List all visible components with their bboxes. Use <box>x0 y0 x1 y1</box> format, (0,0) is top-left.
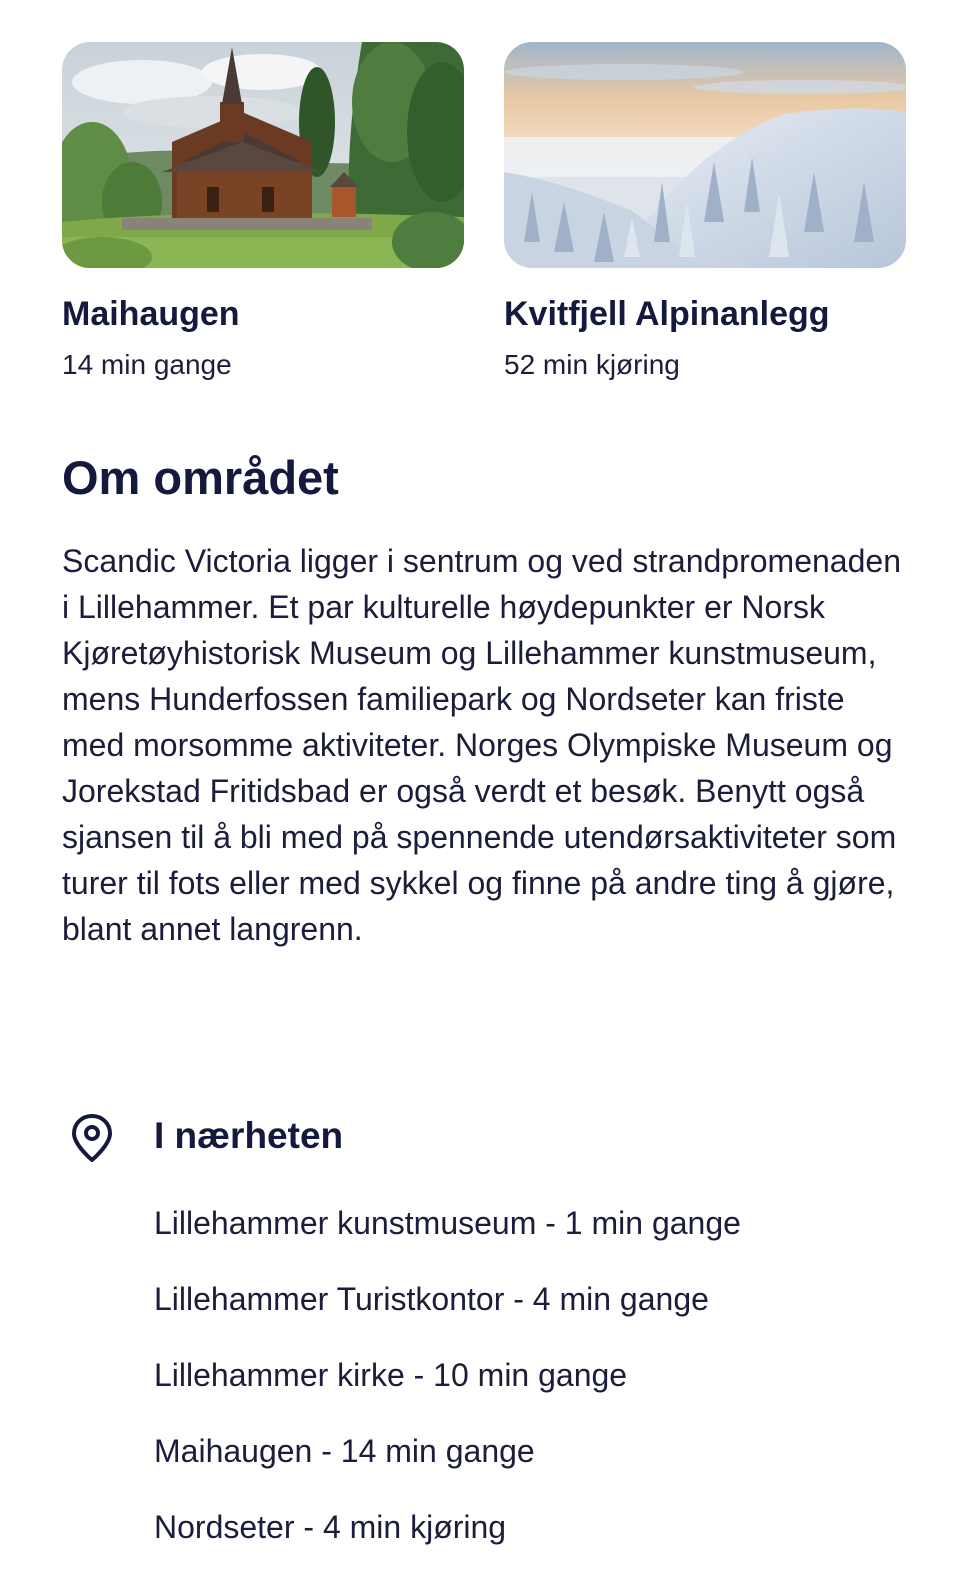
attraction-card-kvitfjell[interactable] <box>504 42 906 382</box>
attractions-carousel <box>62 42 906 382</box>
list-item: Lillehammer Turistkontor - 4 min gange <box>154 1281 709 1317</box>
kvitfjell-photo[interactable] <box>504 42 906 268</box>
nearby-list <box>154 1200 741 1580</box>
nearby-heading: I nærheten <box>154 1115 344 1156</box>
location-pin-icon <box>68 1112 116 1164</box>
nearby-section-header <box>62 1108 902 1168</box>
list-item: Maihaugen - 14 min gange <box>154 1433 535 1469</box>
card-title[interactable]: Maihaugen <box>62 295 240 333</box>
about-area-heading: Om området <box>62 451 339 504</box>
attraction-card-maihaugen[interactable] <box>62 42 464 382</box>
card-travel-time: 14 min gange <box>62 349 232 380</box>
about-area-description: Scandic Victoria ligger i sentrum og ved strandpromenaden i Lillehammer. Et par kulturelle høydepunkter er Norsk Kjøretøyhistorisk Museum og Lillehammer kunstmuseum, mens Hunderfossen familiepark og Nordseter kan friste med morsomme aktiviteter. Norges Olympiske Museum og Jorekstad Fritidsbad er også verdt et besøk. Benytt også sjansen til å bli med på spennende utendørsaktiviteter som turer til fots eller med sykkel og finne på andre ting å gjøre, blant annet langrenn. <box>62 543 901 947</box>
list-item: Lillehammer kirke - 10 min gange <box>154 1357 628 1393</box>
card-travel-time: 52 min kjøring <box>504 349 680 380</box>
list-item: Lillehammer kunstmuseum - 1 min gange <box>154 1205 741 1241</box>
list-item: Nordseter - 4 min kjøring <box>154 1509 507 1545</box>
card-title[interactable]: Kvitfjell Alpinanlegg <box>504 295 830 333</box>
maihaugen-photo[interactable] <box>62 42 464 268</box>
